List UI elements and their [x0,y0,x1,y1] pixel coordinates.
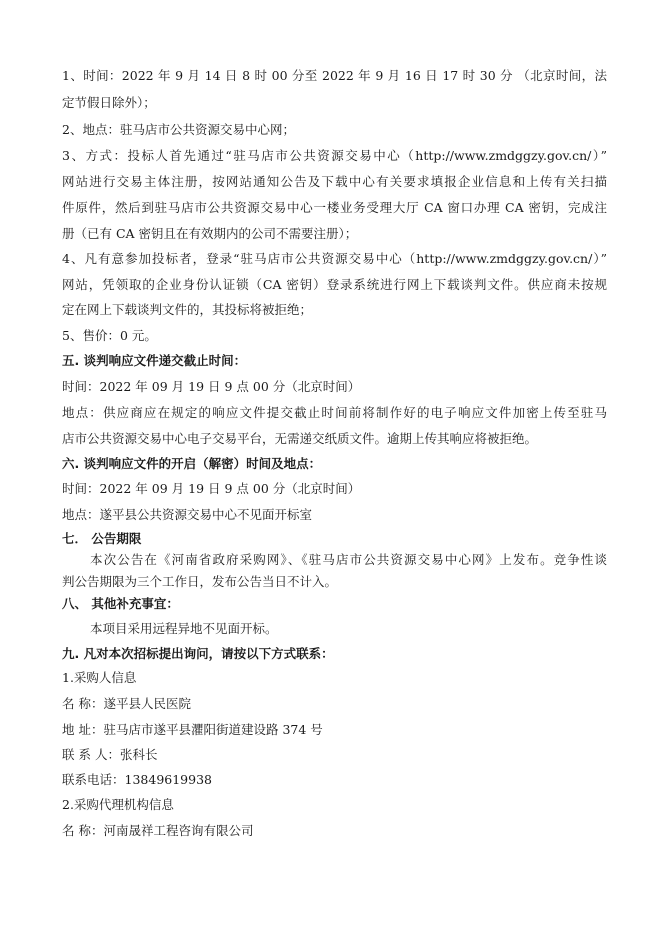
method-line-1: 3、方式：投标人首先通过“驻马店市公共资源交易中心（http://www.zmdggzy.gov.cn/）” [62,148,607,163]
section-7-line-2: 判公告期限为三个工作日，发布公告当日不计入。 [62,574,338,589]
location-line: 2、地点：驻马店市公共资源交易中心网； [62,122,295,137]
agency-name-row [62,822,607,840]
section-9-heading: 九. 凡对本次招标提出询问，请按以下方式联系： [62,646,334,661]
method-line-3: 件原件，然后到驻马店市公共资源交易中心一楼业务受理大厅 CA 窗口办理 CA 密钥，完成注 [62,200,607,215]
bidder-line-2: 网站，凭领取的企业身份认证锁（CA 密钥）登录系统进行网上下载谈判文件。供应商未按规 [62,277,607,292]
section-5-place-2: 店市公共资源交易中心电子交易平台，无需递交纸质文件。逾期上传其响应将被拒绝。 [62,431,538,446]
section-5-time: 时间：2022 年 09 月 19 日 9 点 00 分（北京时间） [62,379,361,394]
purchaser-title: 1.采购人信息 [62,670,137,685]
section-7-line-1: 本次公告在《河南省政府采购网》、《驻马店市公共资源交易中心网》上发布。竞争性谈 [90,552,607,567]
price-line: 5、售价：0 元。 [62,328,157,343]
section-7-heading: 七． 公告期限 [62,531,142,546]
purchaser-phone-label: 联系电话： [62,772,125,787]
section-6-place: 地点：遂平县公共资源交易中心不见面开标室 [62,507,313,522]
time-line-1: 1、时间：2022 年 9 月 14 日 8 时 00 分至 2022 年 9 月 16 日 17 时 30 分 （北京时间，法 [62,68,607,83]
purchaser-address: 驻马店市遂平县灈阳街道建设路 374 号 [103,722,323,737]
purchaser-contact: 张科长 [119,747,158,762]
purchaser-phone-row [62,771,607,789]
method-line-2: 网站进行交易主体注册，按网站通知公告及下载中心有关要求填报企业信息和上传有关扫描 [62,174,607,189]
agency-name-label: 名 称： [62,823,104,838]
purchaser-name: 遂平县人民医院 [103,696,191,711]
purchaser-contact-row [62,746,607,764]
section-6-heading: 六. 谈判响应文件的开启（解密）时间及地点： [62,456,322,471]
purchaser-phone: 13849619938 [124,772,212,787]
method-line-4: 册（已有 CA 密钥且在有效期内的公司不需要注册）； [62,226,358,241]
purchaser-contact-label: 联 系 人： [62,747,120,762]
agency-name: 河南晟祥工程咨询有限公司 [103,823,254,838]
section-8-heading: 八、 其他补充事宜： [62,596,179,611]
section-5-place-1: 地点：供应商应在规定的响应文件提交截止时间前将制作好的电子响应文件加密上传至驻马 [62,405,607,420]
section-6-time: 时间：2022 年 09 月 19 日 9 点 00 分（北京时间） [62,481,361,496]
purchaser-name-row [62,695,607,713]
purchaser-address-row [62,721,607,739]
section-5-heading: 五. 谈判响应文件递交截止时间： [62,353,247,368]
bidder-line-3: 定在网上下载谈判文件的，其投标将被拒绝； [62,302,313,317]
purchaser-address-label: 地 址： [62,722,104,737]
agency-title: 2.采购代理机构信息 [62,797,174,812]
time-line-2: 定节假日除外）； [62,95,156,110]
purchaser-name-label: 名 称： [62,696,104,711]
bidder-line-1: 4、凡有意参加投标者，登录“驻马店市公共资源交易中心（http://www.zmdggzy.gov.cn/）” [62,251,607,266]
section-8-line-1: 本项目采用远程异地不见面开标。 [90,621,278,636]
